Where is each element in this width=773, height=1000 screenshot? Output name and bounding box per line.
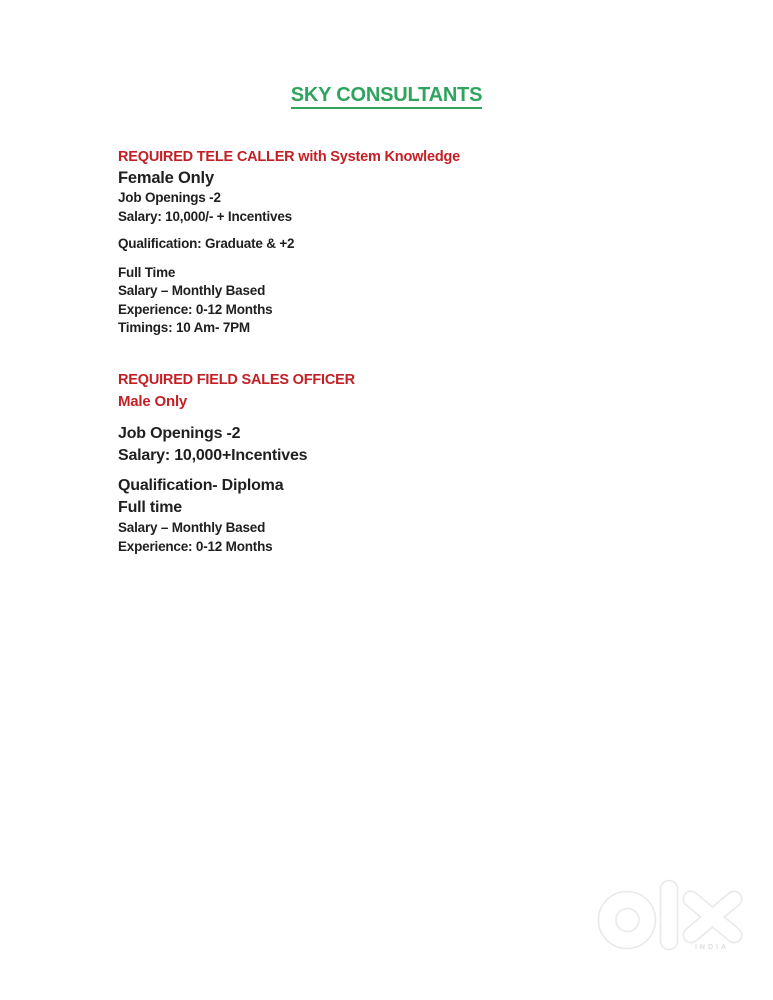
job1-experience: Experience: 0-12 Months — [118, 301, 273, 317]
olx-watermark-logo — [596, 876, 756, 960]
job1-timings: Timings: 10 Am- 7PM — [118, 320, 250, 335]
job2-openings: Job Openings -2 — [118, 425, 241, 442]
olx-logo-x-icon — [691, 899, 734, 935]
job-section-tele-caller — [118, 146, 460, 338]
job1-heading: REQUIRED TELE CALLER with System Knowledge — [118, 149, 461, 165]
watermark-country-label: INDIA — [694, 944, 730, 951]
page-title — [0, 84, 773, 107]
job2-schedule: Full time — [118, 499, 182, 516]
job2-salary: Salary: 10,000+Incentives — [118, 447, 308, 464]
job1-schedule: Full Time — [118, 264, 176, 280]
job1-openings: Job Openings -2 — [118, 190, 221, 205]
job2-experience: Experience: 0-12 Months — [118, 538, 273, 554]
job2-qualification: Qualification- Diploma — [118, 477, 284, 494]
job1-qualification: Qualification: Graduate & +2 — [118, 236, 295, 251]
job2-heading: REQUIRED FIELD SALES OFFICER — [118, 372, 355, 388]
job1-salary: Salary: 10,000/- + Incentives — [118, 208, 292, 224]
olx-logo-o-icon — [599, 892, 656, 949]
job-section-field-sales-officer — [118, 369, 355, 556]
job1-gender: Female Only — [118, 169, 214, 187]
job2-salary-basis: Salary – Monthly Based — [118, 520, 266, 535]
olx-logo-l-icon — [661, 881, 678, 950]
job1-salary-basis: Salary – Monthly Based — [118, 283, 266, 298]
job2-gender: Male Only — [118, 393, 188, 410]
page-title-text: SKY CONSULTANTS — [291, 84, 482, 109]
